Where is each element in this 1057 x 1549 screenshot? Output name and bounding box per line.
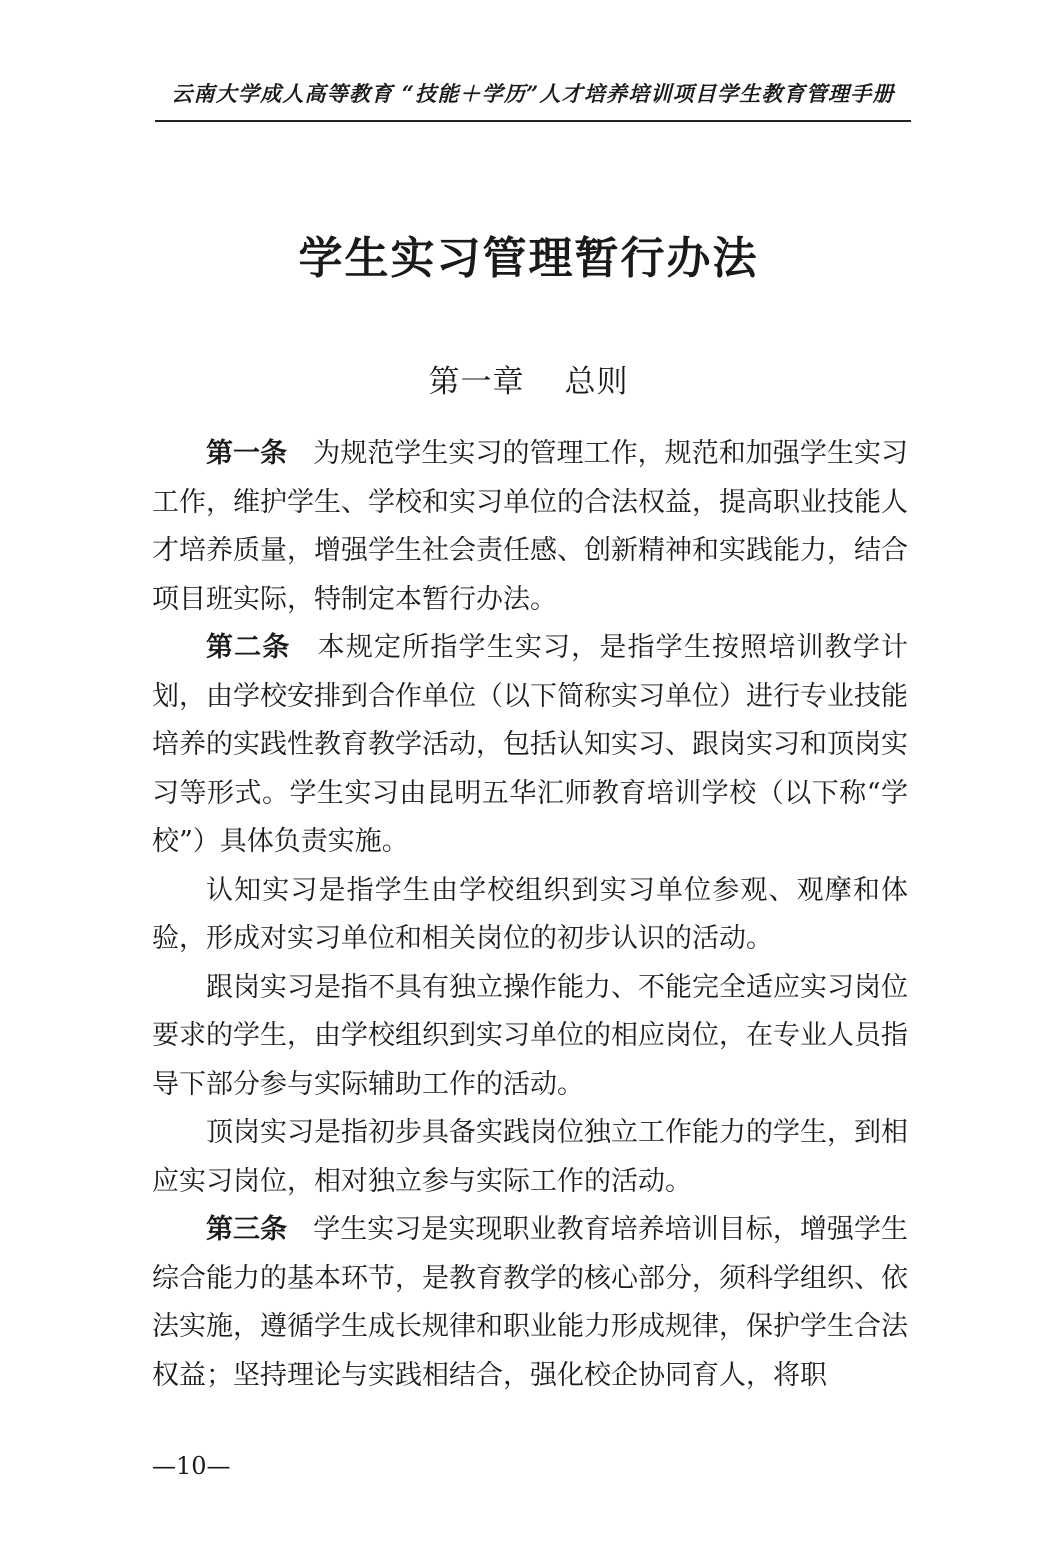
paragraph-text: 认知实习是指学生由学校组织到实习单位参观、观摩和体验，形成对实习单位和相关岗位的初步认识的活动。 — [152, 874, 908, 954]
paragraph-text: 本规定所指学生实习，是指学生按照培训教学计划，由学校安排到合作单位（以下简称实习单位）进行专业技能培养的实践性教育教学活动，包括认知实习、跟岗实习和顶岗实习等形式。学生实习由昆明五华汇师教育培训学校（以下称“学校”）具体负责实施。 — [152, 632, 908, 857]
paragraph-article-3 — [152, 1206, 908, 1400]
paragraph-cognitive-internship — [152, 867, 908, 964]
paragraph-text: 学生实习是实现职业教育培养培训目标，增强学生综合能力的基本环节，是教育教学的核心部分，须科学组织、依法实施，遵循学生成长规律和职业能力形成规律，保护学生合法权益；坚持理论与实践相结合，强化校企协同育人，将职 — [152, 1214, 909, 1391]
chapter-heading — [0, 356, 1057, 401]
chapter-number: 第一章 — [428, 364, 525, 400]
paragraph-text: 顶岗实习是指初步具备实践岗位独立工作能力的学生，到相应实习岗位，相对独立参与实际工作的活动。 — [152, 1117, 908, 1197]
header-rule — [155, 120, 911, 122]
article-label: 第一条 — [206, 438, 288, 469]
document-body — [152, 430, 908, 1400]
paragraph-article-1 — [152, 430, 908, 624]
paragraph-article-2 — [152, 624, 908, 867]
page-number: —10— — [152, 1452, 231, 1480]
paragraph-text: 跟岗实习是指不具有独立操作能力、不能完全适应实习岗位要求的学生，由学校组织到实习单位的相应岗位，在专业人员指导下部分参与实际辅助工作的活动。 — [152, 971, 908, 1100]
paragraph-text: 为规范学生实习的管理工作，规范和加强学生实习工作，维护学生、学校和实习单位的合法权益，提高职业技能人才培养质量，增强学生社会责任感、创新精神和实践能力，结合项目班实际，特制定本暂行办法。 — [152, 438, 909, 615]
article-label: 第二条 — [206, 632, 291, 663]
article-label: 第三条 — [206, 1214, 288, 1245]
paragraph-shadow-internship — [152, 964, 908, 1110]
running-header: 云南大学成人高等教育 “技能＋学历”人才培养培训项目学生教育管理手册 — [171, 81, 895, 106]
paragraph-post-internship — [152, 1109, 908, 1206]
chapter-name: 总则 — [564, 364, 629, 400]
document-title: 学生实习管理暂行办法 — [298, 233, 759, 284]
